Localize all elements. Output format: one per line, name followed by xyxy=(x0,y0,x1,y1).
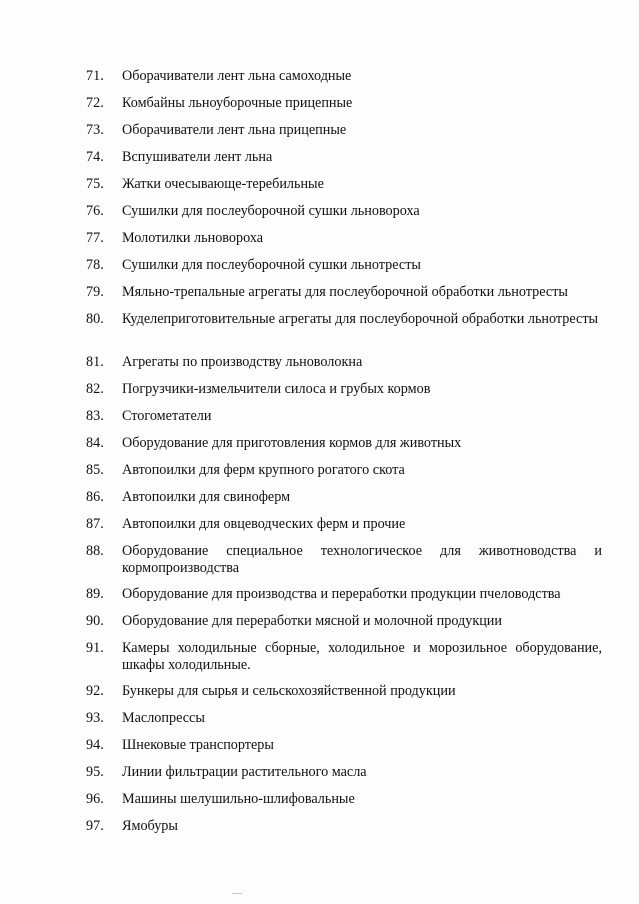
item-number: 89. xyxy=(86,586,104,602)
item-number: 91. xyxy=(86,640,104,656)
item-number: 88. xyxy=(86,543,104,559)
item-number: 97. xyxy=(86,818,104,834)
item-number: 86. xyxy=(86,489,104,505)
item-text: Автопоилки для ферм крупного рогатого скота xyxy=(122,462,405,478)
scan-artifact xyxy=(232,893,242,894)
item-text: Агрегаты по производству льноволокна xyxy=(122,354,363,370)
item-number: 81. xyxy=(86,354,104,370)
item-number: 75. xyxy=(86,176,104,192)
item-text: Оборудование для переработки мясной и молочной продукции xyxy=(122,613,502,629)
item-text: Сушилки для послеуборочной сушки льнотресты xyxy=(122,257,421,273)
item-text: Стогометатели xyxy=(122,408,212,424)
item-number: 76. xyxy=(86,203,104,219)
item-text: Автопоилки для овцеводческих ферм и прочие xyxy=(122,516,406,532)
item-number: 80. xyxy=(86,311,104,327)
item-number: 72. xyxy=(86,95,104,111)
item-number: 82. xyxy=(86,381,104,397)
item-number: 77. xyxy=(86,230,104,246)
item-number: 87. xyxy=(86,516,104,532)
item-text: Жатки очесывающе-теребильные xyxy=(122,176,324,192)
item-number: 83. xyxy=(86,408,104,424)
item-text: Бункеры для сырья и сельскохозяйственной продукции xyxy=(122,683,456,699)
item-text: Вспушиватели лент льна xyxy=(122,149,273,165)
item-number: 78. xyxy=(86,257,104,273)
item-number: 92. xyxy=(86,683,104,699)
item-text: Оборудование специальное технологическое для животноводства и кормопроизводства xyxy=(122,543,602,576)
item-number: 94. xyxy=(86,737,104,753)
item-text: Маслопрессы xyxy=(122,710,205,726)
item-text: Сушилки для послеуборочной сушки льновороха xyxy=(122,203,420,219)
item-text: Молотилки льновороха xyxy=(122,230,264,246)
item-number: 71. xyxy=(86,68,104,84)
item-number: 90. xyxy=(86,613,104,629)
item-text: Оборудование для приготовления кормов для животных xyxy=(122,435,462,451)
item-text: Камеры холодильные сборные, холодильное и морозильное оборудование, шкафы холодильные. xyxy=(122,640,602,673)
item-text: Автопоилки для свиноферм xyxy=(122,489,291,505)
item-text: Оборачиватели лент льна прицепные xyxy=(122,122,347,138)
item-number: 93. xyxy=(86,710,104,726)
item-text: Мяльно-трепальные агрегаты для послеуборочной обработки льнотресты xyxy=(122,284,568,300)
item-number: 74. xyxy=(86,149,104,165)
item-number: 95. xyxy=(86,764,104,780)
item-text: Линии фильтрации растительного масла xyxy=(122,764,367,780)
item-number: 84. xyxy=(86,435,104,451)
item-number: 85. xyxy=(86,462,104,478)
item-text: Оборудование для производства и переработки продукции пчеловодства xyxy=(122,586,561,602)
item-text: Шнековые транспортеры xyxy=(122,737,274,753)
item-text: Погрузчики-измельчители силоса и грубых кормов xyxy=(122,381,431,397)
item-text: Куделеприготовительные агрегаты для послеуборочной обработки льнотресты xyxy=(122,311,599,327)
item-text: Оборачиватели лент льна самоходные xyxy=(122,68,352,84)
item-text: Ямобуры xyxy=(122,818,178,834)
item-number: 96. xyxy=(86,791,104,807)
item-text: Комбайны льноуборочные прицепные xyxy=(122,95,353,111)
item-text: Машины шелушильно-шлифовальные xyxy=(122,791,355,807)
item-number: 73. xyxy=(86,122,104,138)
item-number: 79. xyxy=(86,284,104,300)
